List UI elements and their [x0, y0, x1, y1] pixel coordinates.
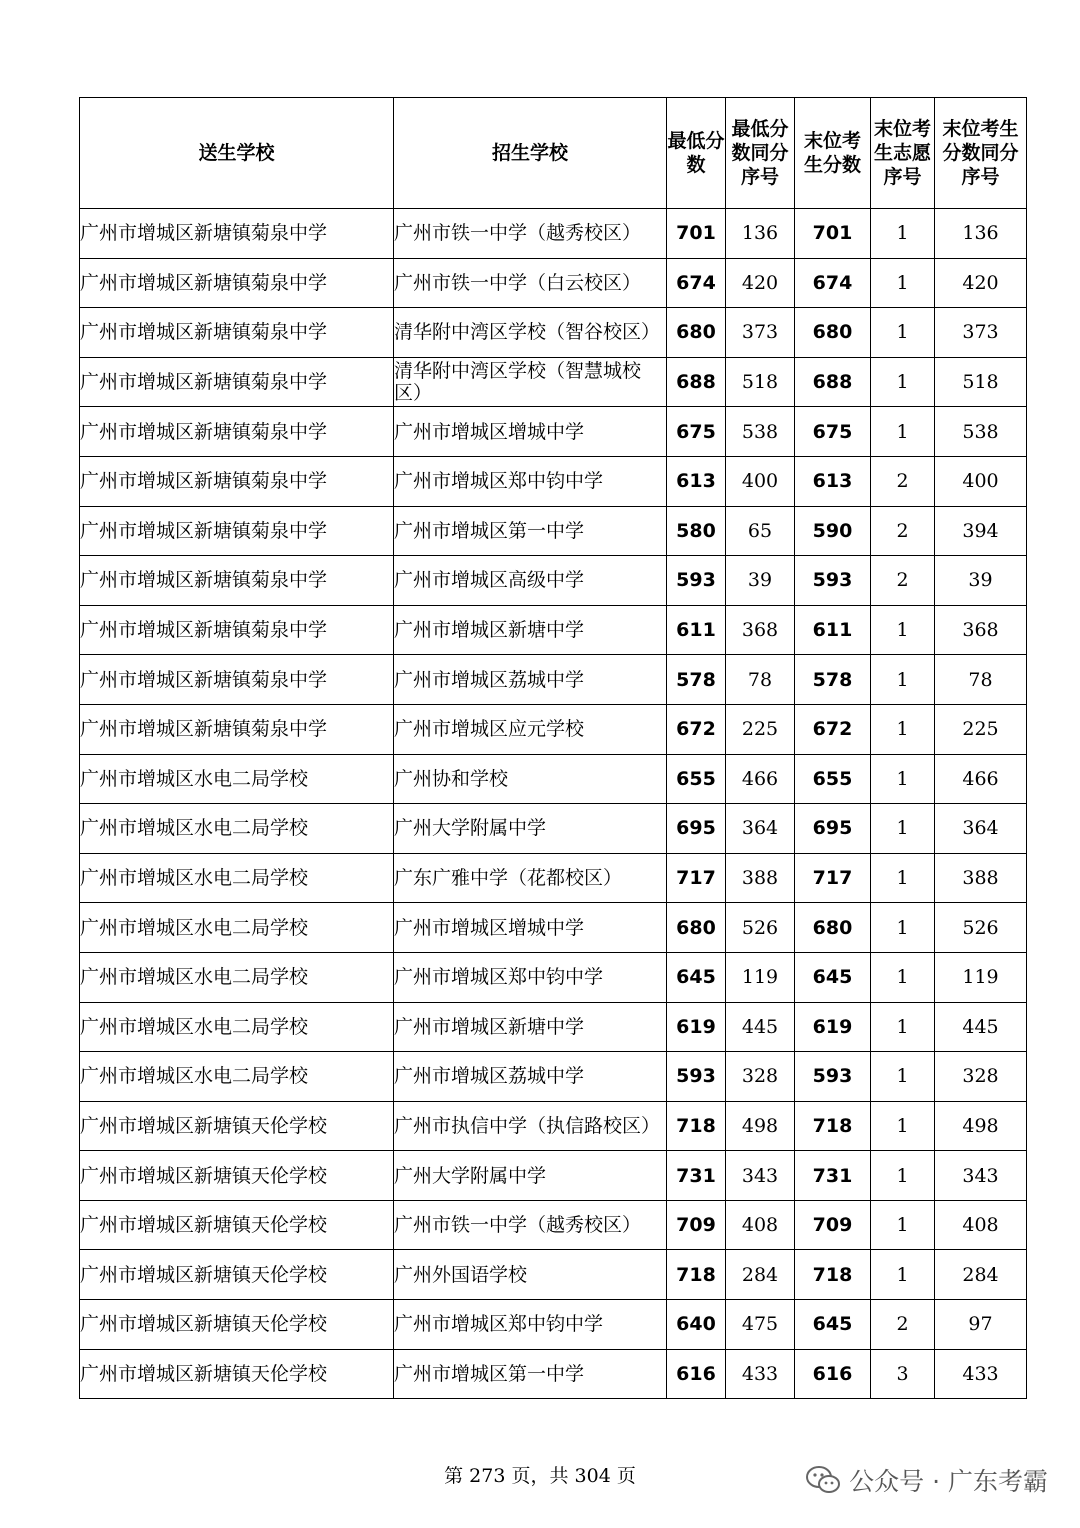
last-rank-cell: 445 [935, 1002, 1027, 1052]
last-rank-cell: 420 [935, 258, 1027, 308]
min-score-cell: 616 [667, 1349, 726, 1399]
last-rank-cell: 526 [935, 903, 1027, 953]
last-rank-cell: 466 [935, 754, 1027, 804]
last-wish-cell: 1 [871, 1101, 935, 1151]
table-row [80, 853, 1027, 903]
header-last-wish: 末位考生志愿序号 [871, 98, 935, 209]
recruit-school-cell: 广州市增城区郑中钧中学 [394, 1300, 667, 1350]
last-rank-cell: 364 [935, 804, 1027, 854]
last-rank-cell: 408 [935, 1200, 1027, 1250]
min-score-rank-cell: 518 [726, 357, 795, 407]
min-score-rank-cell: 364 [726, 804, 795, 854]
table-row [80, 1002, 1027, 1052]
min-score-rank-cell: 136 [726, 209, 795, 259]
min-score-cell: 672 [667, 704, 726, 754]
last-score-cell: 688 [795, 357, 871, 407]
recruit-school-cell: 广州市增城区新塘中学 [394, 1002, 667, 1052]
send-school-cell: 广州市增城区水电二局学校 [80, 853, 394, 903]
recruit-school-cell: 广州市增城区增城中学 [394, 903, 667, 953]
table-row [80, 1300, 1027, 1350]
recruit-school-cell: 广州市铁一中学（越秀校区） [394, 209, 667, 259]
header-send-school: 送生学校 [80, 98, 394, 209]
last-rank-cell: 394 [935, 506, 1027, 556]
last-score-cell: 674 [795, 258, 871, 308]
table-row [80, 357, 1027, 407]
table-row [80, 1101, 1027, 1151]
min-score-cell: 688 [667, 357, 726, 407]
send-school-cell: 广州市增城区新塘镇菊泉中学 [80, 605, 394, 655]
min-score-cell: 695 [667, 804, 726, 854]
min-score-cell: 731 [667, 1151, 726, 1201]
last-rank-cell: 433 [935, 1349, 1027, 1399]
table-row [80, 258, 1027, 308]
send-school-cell: 广州市增城区新塘镇天伦学校 [80, 1200, 394, 1250]
last-rank-cell: 373 [935, 308, 1027, 358]
table-row [80, 754, 1027, 804]
table-row [80, 1151, 1027, 1201]
last-wish-cell: 1 [871, 308, 935, 358]
min-score-rank-cell: 433 [726, 1349, 795, 1399]
send-school-cell: 广州市增城区水电二局学校 [80, 804, 394, 854]
send-school-cell: 广州市增城区新塘镇天伦学校 [80, 1300, 394, 1350]
table-row [80, 704, 1027, 754]
header-row [80, 98, 1027, 209]
send-school-cell: 广州市增城区新塘镇菊泉中学 [80, 456, 394, 506]
min-score-rank-cell: 400 [726, 456, 795, 506]
last-wish-cell: 2 [871, 556, 935, 606]
last-wish-cell: 1 [871, 903, 935, 953]
recruit-school-cell: 广州市铁一中学（白云校区） [394, 258, 667, 308]
send-school-cell: 广州市增城区新塘镇菊泉中学 [80, 704, 394, 754]
recruit-school-cell: 广州市增城区第一中学 [394, 1349, 667, 1399]
table-row [80, 1250, 1027, 1300]
last-score-cell: 680 [795, 903, 871, 953]
last-rank-cell: 119 [935, 952, 1027, 1002]
score-table [79, 97, 1027, 1399]
header-min-score: 最低分数 [667, 98, 726, 209]
send-school-cell: 广州市增城区新塘镇菊泉中学 [80, 258, 394, 308]
recruit-school-cell: 广州市增城区应元学校 [394, 704, 667, 754]
min-score-rank-cell: 368 [726, 605, 795, 655]
recruit-school-cell: 广州市增城区荔城中学 [394, 655, 667, 705]
min-score-cell: 718 [667, 1101, 726, 1151]
table-row [80, 655, 1027, 705]
min-score-rank-cell: 408 [726, 1200, 795, 1250]
last-wish-cell: 1 [871, 704, 935, 754]
watermark [805, 1462, 1048, 1498]
table-row [80, 804, 1027, 854]
min-score-cell: 717 [667, 853, 726, 903]
recruit-school-cell: 广州协和学校 [394, 754, 667, 804]
table-row [80, 605, 1027, 655]
last-rank-cell: 225 [935, 704, 1027, 754]
last-score-cell: 709 [795, 1200, 871, 1250]
last-score-cell: 593 [795, 556, 871, 606]
send-school-cell: 广州市增城区新塘镇菊泉中学 [80, 556, 394, 606]
last-rank-cell: 388 [935, 853, 1027, 903]
min-score-cell: 674 [667, 258, 726, 308]
last-rank-cell: 498 [935, 1101, 1027, 1151]
last-score-cell: 593 [795, 1052, 871, 1102]
last-wish-cell: 1 [871, 1052, 935, 1102]
min-score-rank-cell: 420 [726, 258, 795, 308]
send-school-cell: 广州市增城区新塘镇天伦学校 [80, 1349, 394, 1399]
send-school-cell: 广州市增城区新塘镇菊泉中学 [80, 209, 394, 259]
last-wish-cell: 1 [871, 853, 935, 903]
table-row [80, 1200, 1027, 1250]
last-score-cell: 718 [795, 1101, 871, 1151]
recruit-school-cell: 广州市增城区荔城中学 [394, 1052, 667, 1102]
last-wish-cell: 1 [871, 754, 935, 804]
min-score-rank-cell: 388 [726, 853, 795, 903]
last-wish-cell: 1 [871, 407, 935, 457]
last-score-cell: 675 [795, 407, 871, 457]
header-last-rank: 末位考生分数同分序号 [935, 98, 1027, 209]
send-school-cell: 广州市增城区水电二局学校 [80, 952, 394, 1002]
table-row [80, 209, 1027, 259]
table-row [80, 952, 1027, 1002]
last-score-cell: 578 [795, 655, 871, 705]
last-wish-cell: 1 [871, 804, 935, 854]
min-score-cell: 611 [667, 605, 726, 655]
min-score-cell: 593 [667, 556, 726, 606]
recruit-school-cell: 广州市增城区高级中学 [394, 556, 667, 606]
recruit-school-cell: 广州外国语学校 [394, 1250, 667, 1300]
last-rank-cell: 328 [935, 1052, 1027, 1102]
send-school-cell: 广州市增城区新塘镇天伦学校 [80, 1101, 394, 1151]
last-score-cell: 619 [795, 1002, 871, 1052]
min-score-cell: 680 [667, 903, 726, 953]
send-school-cell: 广州市增城区新塘镇天伦学校 [80, 1151, 394, 1201]
last-wish-cell: 1 [871, 1002, 935, 1052]
send-school-cell: 广州市增城区新塘镇菊泉中学 [80, 308, 394, 358]
last-rank-cell: 368 [935, 605, 1027, 655]
last-score-cell: 717 [795, 853, 871, 903]
table-body [80, 209, 1027, 1399]
min-score-cell: 655 [667, 754, 726, 804]
last-wish-cell: 2 [871, 506, 935, 556]
min-score-rank-cell: 373 [726, 308, 795, 358]
last-score-cell: 731 [795, 1151, 871, 1201]
last-rank-cell: 39 [935, 556, 1027, 606]
min-score-cell: 701 [667, 209, 726, 259]
last-wish-cell: 1 [871, 1151, 935, 1201]
min-score-cell: 675 [667, 407, 726, 457]
header-min-score-rank: 最低分数同分序号 [726, 98, 795, 209]
last-wish-cell: 2 [871, 456, 935, 506]
min-score-cell: 593 [667, 1052, 726, 1102]
last-wish-cell: 1 [871, 258, 935, 308]
table-row [80, 1052, 1027, 1102]
last-score-cell: 616 [795, 1349, 871, 1399]
last-score-cell: 680 [795, 308, 871, 358]
min-score-rank-cell: 65 [726, 506, 795, 556]
send-school-cell: 广州市增城区新塘镇天伦学校 [80, 1250, 394, 1300]
last-rank-cell: 518 [935, 357, 1027, 407]
min-score-rank-cell: 445 [726, 1002, 795, 1052]
last-wish-cell: 1 [871, 1200, 935, 1250]
min-score-cell: 580 [667, 506, 726, 556]
min-score-rank-cell: 475 [726, 1300, 795, 1350]
recruit-school-cell: 广州市增城区增城中学 [394, 407, 667, 457]
min-score-rank-cell: 538 [726, 407, 795, 457]
last-score-cell: 718 [795, 1250, 871, 1300]
page-number: 第 273 页，共 304 页 [444, 1465, 636, 1487]
min-score-rank-cell: 119 [726, 952, 795, 1002]
last-score-cell: 590 [795, 506, 871, 556]
last-rank-cell: 284 [935, 1250, 1027, 1300]
send-school-cell: 广州市增城区新塘镇菊泉中学 [80, 506, 394, 556]
last-score-cell: 695 [795, 804, 871, 854]
header-last-score: 末位考生分数 [795, 98, 871, 209]
min-score-rank-cell: 225 [726, 704, 795, 754]
last-rank-cell: 400 [935, 456, 1027, 506]
min-score-cell: 613 [667, 456, 726, 506]
send-school-cell: 广州市增城区新塘镇菊泉中学 [80, 357, 394, 407]
last-wish-cell: 2 [871, 1300, 935, 1350]
table-row [80, 506, 1027, 556]
min-score-rank-cell: 39 [726, 556, 795, 606]
min-score-rank-cell: 284 [726, 1250, 795, 1300]
send-school-cell: 广州市增城区水电二局学校 [80, 754, 394, 804]
last-score-cell: 645 [795, 1300, 871, 1350]
send-school-cell: 广州市增城区水电二局学校 [80, 903, 394, 953]
last-wish-cell: 1 [871, 952, 935, 1002]
min-score-rank-cell: 526 [726, 903, 795, 953]
header-recruit-school: 招生学校 [394, 98, 667, 209]
table-row [80, 308, 1027, 358]
min-score-cell: 578 [667, 655, 726, 705]
min-score-cell: 718 [667, 1250, 726, 1300]
min-score-cell: 640 [667, 1300, 726, 1350]
watermark-text: 公众号 · 广东考霸 [849, 1467, 1048, 1496]
table-row [80, 903, 1027, 953]
last-rank-cell: 97 [935, 1300, 1027, 1350]
wechat-icon [805, 1465, 841, 1495]
min-score-rank-cell: 466 [726, 754, 795, 804]
last-score-cell: 672 [795, 704, 871, 754]
last-score-cell: 655 [795, 754, 871, 804]
min-score-cell: 619 [667, 1002, 726, 1052]
last-wish-cell: 3 [871, 1349, 935, 1399]
table-row [80, 1349, 1027, 1399]
recruit-school-cell: 广州市增城区郑中钧中学 [394, 952, 667, 1002]
recruit-school-cell: 广州大学附属中学 [394, 1151, 667, 1201]
send-school-cell: 广州市增城区水电二局学校 [80, 1052, 394, 1102]
recruit-school-cell: 广州大学附属中学 [394, 804, 667, 854]
recruit-school-cell: 清华附中湾区学校（智慧城校区） [394, 357, 667, 407]
min-score-rank-cell: 343 [726, 1151, 795, 1201]
last-score-cell: 613 [795, 456, 871, 506]
recruit-school-cell: 广州市执信中学（执信路校区） [394, 1101, 667, 1151]
last-rank-cell: 136 [935, 209, 1027, 259]
table-row [80, 456, 1027, 506]
min-score-cell: 645 [667, 952, 726, 1002]
recruit-school-cell: 广东广雅中学（花都校区） [394, 853, 667, 903]
last-rank-cell: 538 [935, 407, 1027, 457]
last-rank-cell: 343 [935, 1151, 1027, 1201]
table-row [80, 556, 1027, 606]
send-school-cell: 广州市增城区新塘镇菊泉中学 [80, 655, 394, 705]
recruit-school-cell: 清华附中湾区学校（智谷校区） [394, 308, 667, 358]
min-score-rank-cell: 78 [726, 655, 795, 705]
table-row [80, 407, 1027, 457]
min-score-cell: 680 [667, 308, 726, 358]
recruit-school-cell: 广州市铁一中学（越秀校区） [394, 1200, 667, 1250]
send-school-cell: 广州市增城区水电二局学校 [80, 1002, 394, 1052]
last-score-cell: 645 [795, 952, 871, 1002]
send-school-cell: 广州市增城区新塘镇菊泉中学 [80, 407, 394, 457]
last-wish-cell: 1 [871, 605, 935, 655]
last-score-cell: 701 [795, 209, 871, 259]
recruit-school-cell: 广州市增城区新塘中学 [394, 605, 667, 655]
last-wish-cell: 1 [871, 209, 935, 259]
last-score-cell: 611 [795, 605, 871, 655]
last-wish-cell: 1 [871, 1250, 935, 1300]
last-wish-cell: 1 [871, 655, 935, 705]
recruit-school-cell: 广州市增城区第一中学 [394, 506, 667, 556]
min-score-rank-cell: 328 [726, 1052, 795, 1102]
recruit-school-cell: 广州市增城区郑中钧中学 [394, 456, 667, 506]
last-rank-cell: 78 [935, 655, 1027, 705]
min-score-cell: 709 [667, 1200, 726, 1250]
min-score-rank-cell: 498 [726, 1101, 795, 1151]
last-wish-cell: 1 [871, 357, 935, 407]
